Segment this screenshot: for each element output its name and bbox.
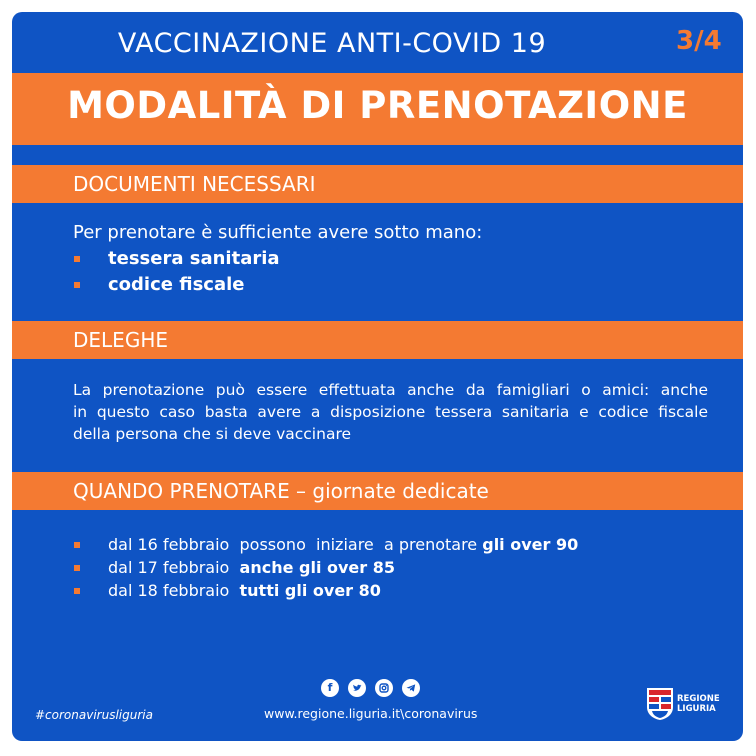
header-title: VACCINAZIONE ANTI-COVID 19 (117, 28, 547, 59)
regione-liguria-logo-text (677, 694, 720, 714)
paragraph-line: La prenotazione può essere effettuata anche da famigliari o amici: anche (73, 381, 708, 399)
date-item-label (108, 558, 395, 577)
paragraph-line: in questo caso basta avere a disposizione tessera sanitaria e codice fiscale (73, 403, 708, 421)
document-item-label: tessera sanitaria (108, 248, 280, 269)
date-item-label (108, 581, 381, 600)
bullet-icon (74, 256, 80, 262)
bullet-icon (74, 588, 80, 594)
page-title: MODALITÀ DI PRENOTAZIONE (67, 84, 688, 127)
document-item-label: codice fiscale (108, 274, 245, 295)
instagram-camera-glyph (375, 679, 393, 697)
section-when-heading: QUANDO PRENOTARE – giornate dedicate (73, 479, 489, 503)
telegram-icon[interactable] (402, 679, 420, 697)
date-item-highlight: tutti gli over 80 (239, 581, 381, 600)
bullet-icon (74, 565, 80, 571)
title-banner (12, 73, 743, 145)
section-delegations-bar (12, 321, 743, 359)
bullet-icon (74, 542, 80, 548)
date-item-text: dal 17 febbraio (108, 558, 240, 577)
instagram-icon[interactable] (375, 679, 393, 697)
date-item-highlight: anche gli over 85 (239, 558, 395, 577)
section-delegations-heading: DELEGHE (73, 328, 168, 352)
delegations-paragraph (73, 379, 708, 445)
twitter-icon[interactable] (348, 679, 366, 697)
date-item-text: dal 18 febbraio (108, 581, 240, 600)
bullet-icon (74, 282, 80, 288)
logo-line-2: LIGURIA (677, 704, 716, 714)
logo-line-1: REGIONE (677, 694, 720, 704)
regione-liguria-shield-icon (646, 687, 674, 721)
section-when-bar (12, 472, 743, 510)
page-indicator: 3/4 (676, 26, 722, 56)
twitter-bird-glyph (348, 679, 366, 697)
date-item-text: dal 16 febbraio possono iniziare a prenotare (108, 535, 483, 554)
documents-intro: Per prenotare è sufficiente avere sotto mano: (73, 222, 483, 243)
date-item-highlight: gli over 90 (482, 535, 579, 554)
hashtag: #coronavirusliguria (35, 708, 153, 722)
paragraph-line: della persona che si deve vaccinare (73, 425, 352, 443)
section-documents-bar (12, 165, 743, 203)
section-documents-heading: DOCUMENTI NECESSARI (73, 172, 316, 196)
website-link[interactable]: www.regione.liguria.it\coronavirus (264, 706, 478, 721)
date-item-label (108, 535, 578, 554)
telegram-plane-glyph (402, 679, 420, 697)
facebook-icon[interactable]: f (321, 679, 339, 697)
info-card (12, 12, 743, 741)
